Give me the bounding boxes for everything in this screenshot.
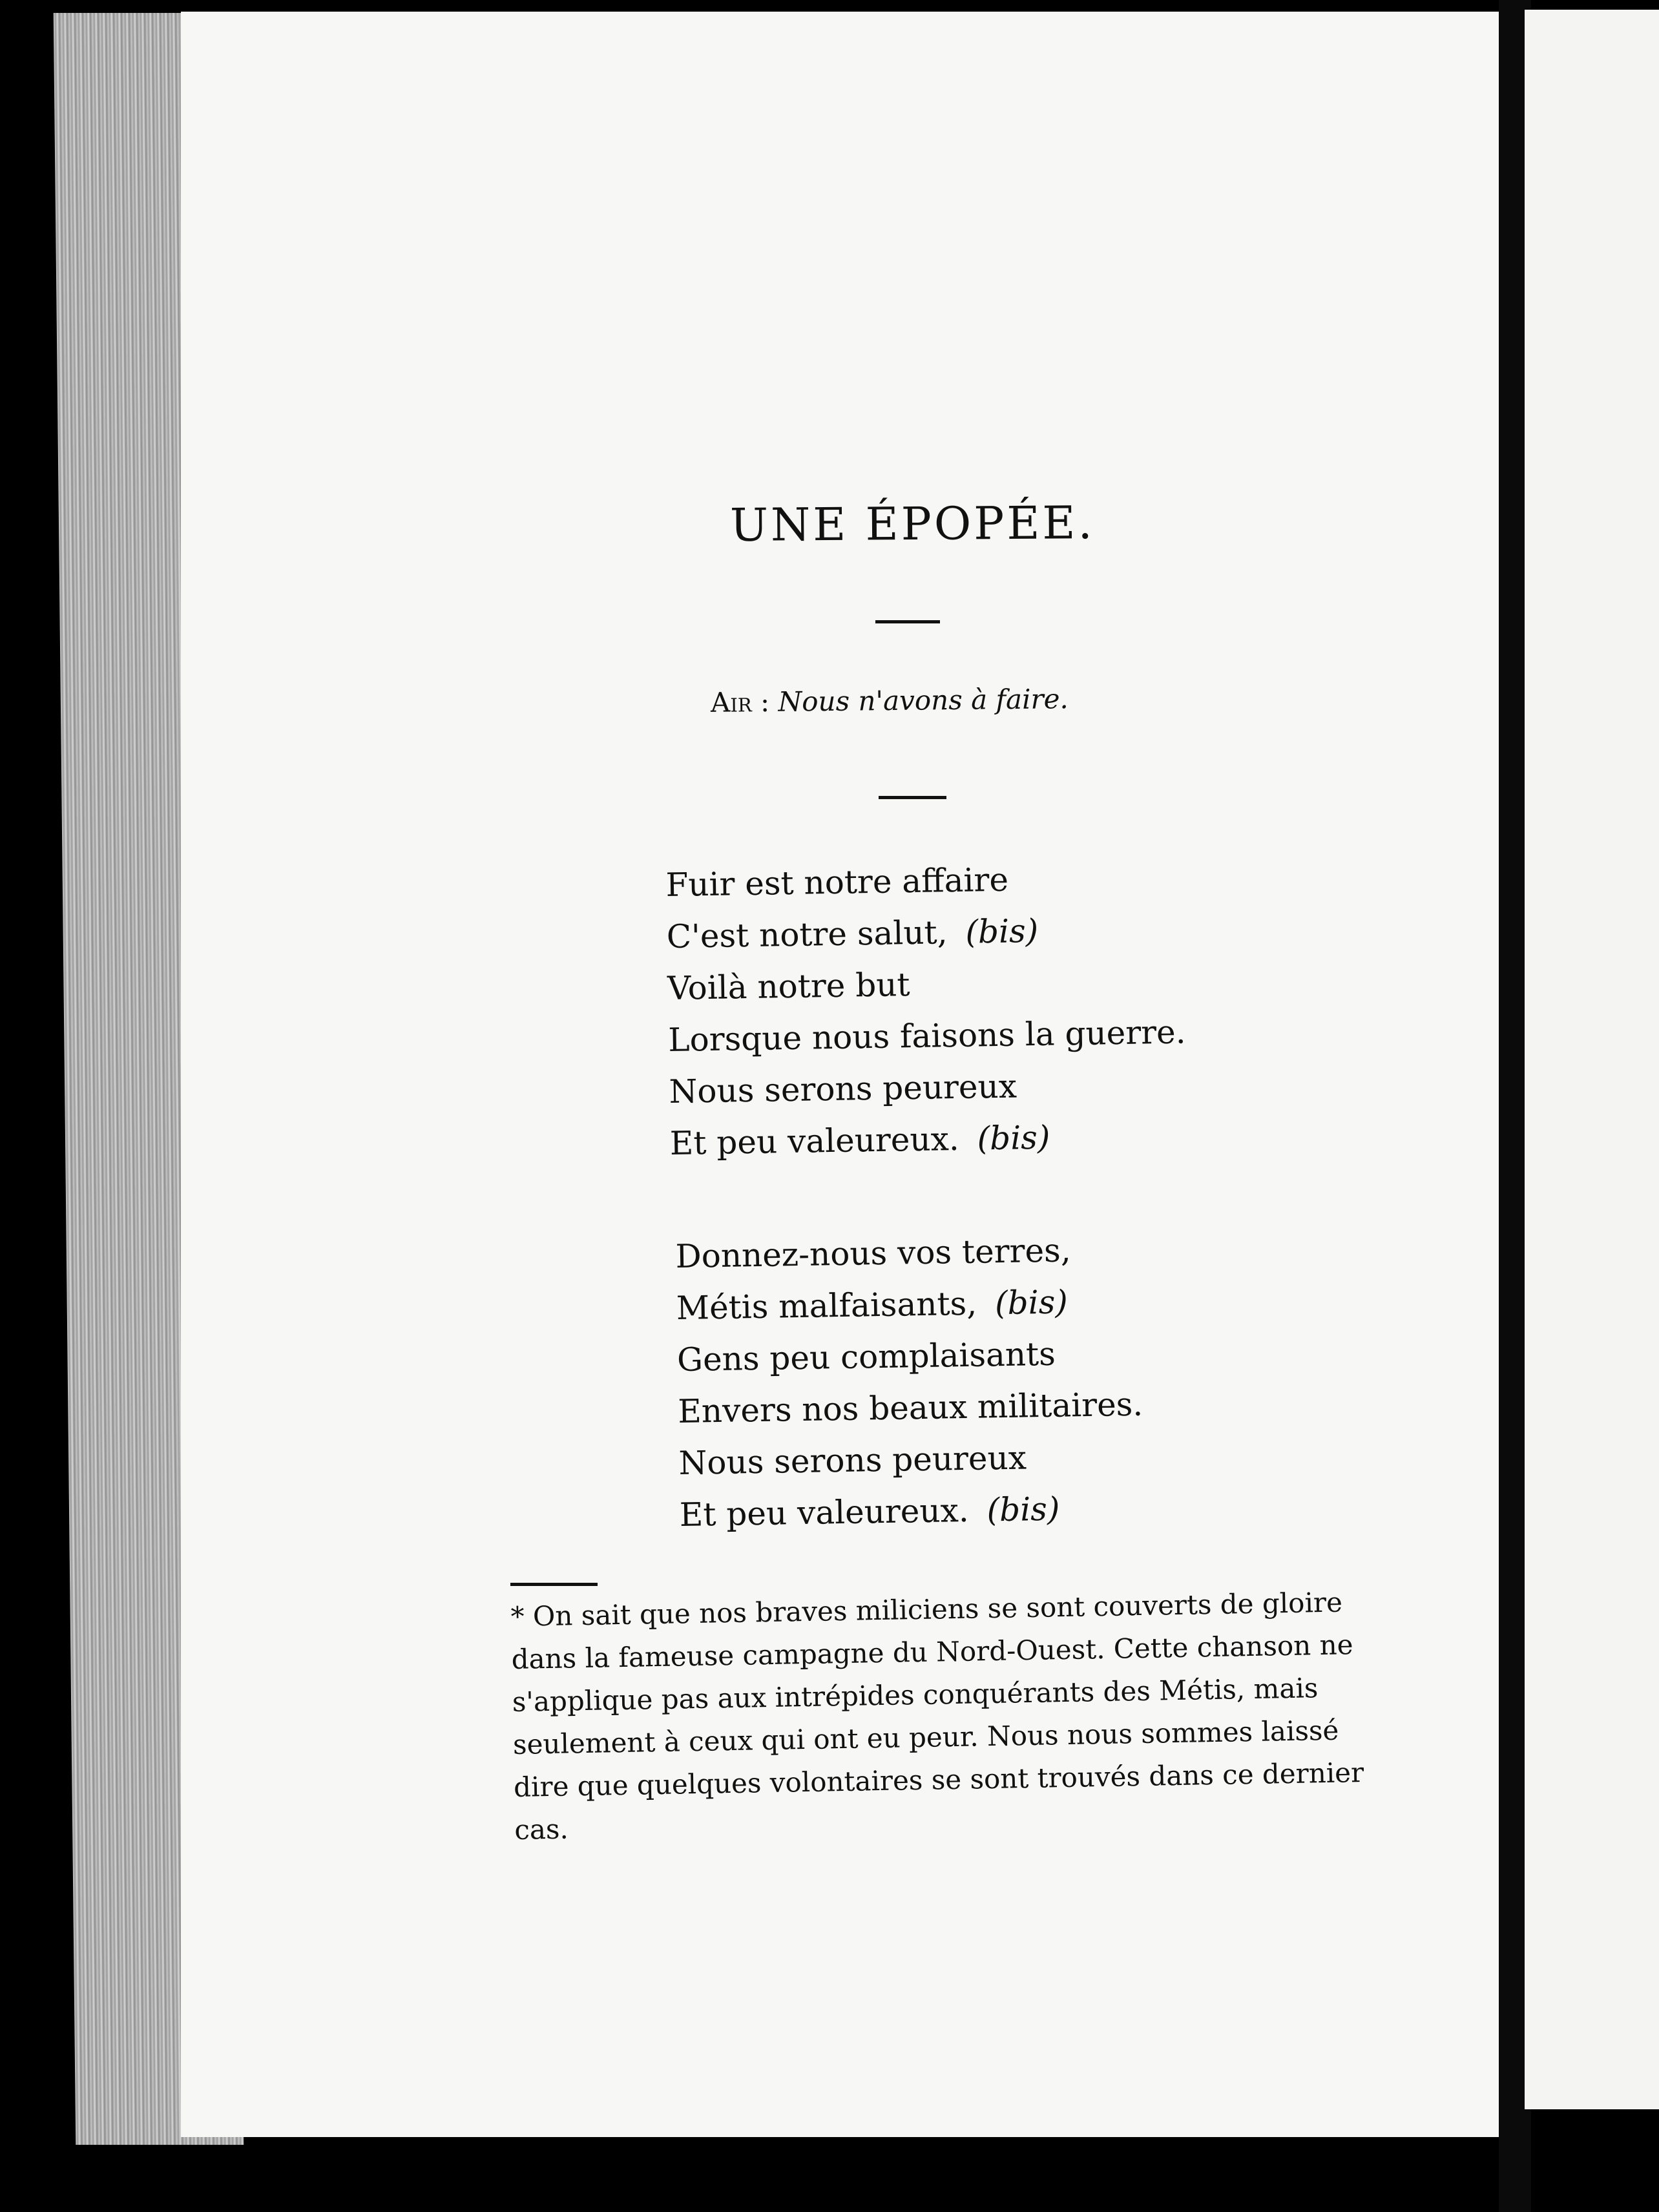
stanza-2 (675, 1223, 1163, 1541)
footnote-line: s'applique pas aux intrépides conquérants des Métis, mais (512, 1672, 1319, 1718)
right-page-edge (1525, 10, 1659, 2109)
verse-line: Fuir est notre affaire (665, 861, 1009, 904)
air-rule (879, 796, 946, 799)
bis-marker: (bis) (965, 912, 1039, 951)
bis-marker: (bis) (977, 1118, 1050, 1158)
verse-line: Lorsque nous faisons la guerre. (667, 1013, 1186, 1059)
verse-line: Gens peu complaisants (676, 1335, 1056, 1379)
verse-line: Et peu valeureux. (bis) (669, 1118, 1050, 1162)
bis-marker: (bis) (986, 1490, 1060, 1529)
verse-line: Et peu valeureux. (bis) (679, 1490, 1060, 1534)
footnote-line: seulement à ceux qui ont eu peur. Nous nous sommes laissé (512, 1714, 1339, 1760)
footnote-line: cas. (514, 1813, 569, 1846)
verse-line: Métis malfaisants, (bis) (676, 1283, 1069, 1327)
footnote-rule (510, 1583, 598, 1586)
footnote-line: dans la fameuse campagne du Nord-Ouest. Cette chanson ne (511, 1629, 1353, 1675)
verse-line: Voilà notre but (667, 966, 910, 1007)
footnote (510, 1581, 1374, 1852)
verse-line: Envers nos beaux militaires. (677, 1385, 1143, 1430)
bis-marker: (bis) (994, 1283, 1069, 1322)
verse-line: C'est notre salut, (bis) (666, 912, 1039, 955)
title-rule (875, 620, 940, 623)
footnote-line: dire que quelques volontaires se sont trouvés dans ce dernier (513, 1756, 1364, 1803)
page-title: UNE ÉPOPÉE. (729, 496, 1096, 552)
verse-line: Donnez-nous vos terres, (675, 1231, 1072, 1275)
air-line (711, 683, 1069, 718)
stanza-1 (665, 851, 1206, 1169)
verse-line: Nous serons peureux (669, 1067, 1017, 1111)
air-tune: Nous n'avons à faire. (778, 683, 1069, 718)
verse-line: Nous serons peureux (678, 1439, 1027, 1482)
air-label: Air : (710, 685, 770, 718)
footnote-line: * On sait que nos braves miliciens se sont couverts de gloire (510, 1586, 1343, 1633)
